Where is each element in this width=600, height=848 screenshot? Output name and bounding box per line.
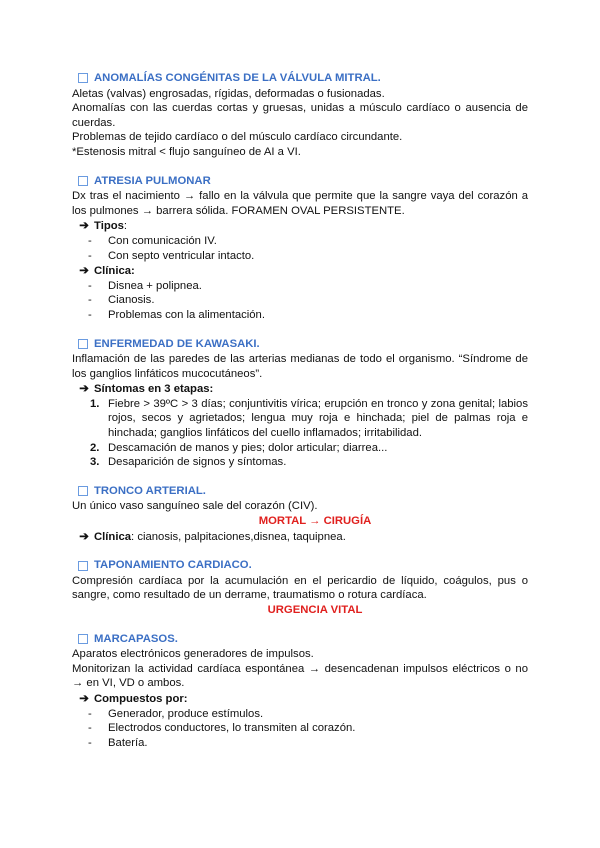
list-item: - Con septo ventricular intacto. xyxy=(88,249,255,262)
section-heading xyxy=(72,632,528,647)
bullet-label: Clínica: xyxy=(94,265,135,278)
dash-list xyxy=(72,279,528,323)
intro-paragraph: Dx tras el nacimiento → fallo en la válvula que permite que la sangre vaya del corazón a los pulmones → barrera sólida. FORAMEN OVAL PERSISTENTE. xyxy=(72,190,528,217)
heading-text: TRONCO ARTERIAL. xyxy=(94,484,206,497)
bullet-sintomas xyxy=(72,382,528,397)
section-valvula-mitral xyxy=(72,71,528,160)
bullet-text: : cianosis, palpitaciones,disnea, taquipnea. xyxy=(131,530,346,543)
section-heading xyxy=(72,174,528,189)
numbered-list xyxy=(72,397,528,470)
alert-text: MORTAL → CIRUGÍA xyxy=(258,515,372,528)
list-item: 1. Fiebre > 39ºC > 3 días; conjuntivitis vírica; erupción en tronco y zona genital; labios rojos, secos y agrietados; lengua muy roja e hinchada; piel de palmas roja e hinchada; ganglios linfáticos del cuello inflamados; irritabilidad. xyxy=(90,397,528,440)
dash-list xyxy=(72,707,528,751)
list-item: - Con comunicación IV. xyxy=(88,234,217,247)
checkbox-icon[interactable] xyxy=(78,486,88,496)
list-item: - Cianosis. xyxy=(88,294,155,307)
arrow-icon: ➔ xyxy=(79,692,89,705)
list-item: - Problemas con la alimentación. xyxy=(88,308,265,321)
list-item: - Electrodos conductores, lo transmiten al corazón. xyxy=(88,722,356,735)
intro-paragraph: Un único vaso sanguíneo sale del corazón (CIV). xyxy=(72,500,318,513)
section-heading xyxy=(72,71,528,86)
checkbox-icon[interactable] xyxy=(78,634,88,644)
section-atresia-pulmonar xyxy=(72,174,528,323)
list-item: - Generador, produce estímulos. xyxy=(88,707,264,720)
checkbox-icon[interactable] xyxy=(78,561,88,571)
alert-text: URGENCIA VITAL xyxy=(267,604,363,616)
section-tronco-arterial xyxy=(72,484,528,544)
section-heading xyxy=(72,337,528,352)
arrow-icon: ➔ xyxy=(79,530,89,543)
text-line: Monitorizan la actividad cardíaca espontánea → desencadenan impulsos eléctricos o no → en VI, VD o ambos. xyxy=(72,662,528,690)
bullet-compuestos xyxy=(72,692,528,707)
text-line: Aparatos electrónicos generadores de impulsos. xyxy=(72,648,314,661)
checkbox-icon[interactable] xyxy=(78,339,88,349)
heading-text: ENFERMEDAD DE KAWASAKI. xyxy=(94,337,260,350)
heading-text: MARCAPASOS. xyxy=(94,632,178,645)
bullet-clinica xyxy=(72,264,528,279)
list-item: - Disnea + polipnea. xyxy=(88,279,202,292)
bullet-clinica xyxy=(72,530,528,545)
list-item: 3. Desaparición de signos y síntomas. xyxy=(90,456,287,469)
section-marcapasos xyxy=(72,632,528,751)
checkbox-icon[interactable] xyxy=(78,73,88,83)
text-line: Aletas (valvas) engrosadas, rígidas, deformadas o fusionadas. xyxy=(72,87,385,100)
list-item: 2. Descamación de manos y pies; dolor articular; diarrea... xyxy=(90,441,388,454)
arrow-icon: ➔ xyxy=(79,220,89,233)
arrow-icon: ➔ xyxy=(79,383,89,396)
heading-text: ANOMALÍAS CONGÉNITAS DE LA VÁLVULA MITRAL. xyxy=(94,72,381,84)
section-taponamiento xyxy=(72,558,528,617)
checkbox-icon[interactable] xyxy=(78,176,88,186)
arrow-icon: ➔ xyxy=(79,265,89,278)
list-item: - Batería. xyxy=(88,736,148,749)
intro-paragraph: Compresión cardíaca por la acumulación en el pericardio de líquido, coágulos, pus o sangre, como resultado de un derrame, traumatismo o rotura cardíaca. xyxy=(72,574,528,602)
bullet-label: Clínica xyxy=(94,530,132,543)
section-heading xyxy=(72,484,528,499)
heading-text: TAPONAMIENTO CARDIACO. xyxy=(94,559,252,572)
section-kawasaki xyxy=(72,337,528,470)
section-heading xyxy=(72,558,528,573)
intro-paragraph: Inflamación de las paredes de las arterias medianas de todo el organismo. “Síndrome de los ganglios linfáticos mucocutáneos”. xyxy=(72,353,528,380)
bullet-tipos: ➔ Tipos : xyxy=(72,219,528,234)
text-line: Anomalías con las cuerdas cortas y gruesas, unidas a músculo cardíaco o ausencia de cuerdas. xyxy=(72,102,528,129)
text-line: Problemas de tejido cardíaco o del músculo cardíaco circundante. xyxy=(72,131,403,144)
bullet-label: Síntomas en 3 etapas: xyxy=(94,383,214,396)
document-page xyxy=(72,71,528,764)
dash-list xyxy=(72,234,528,263)
heading-text: ATRESIA PULMONAR xyxy=(94,174,211,187)
text-line: *Estenosis mitral < flujo sanguíneo de AI a VI. xyxy=(72,145,301,158)
bullet-label: Compuestos por: xyxy=(94,692,188,705)
bullet-label: Tipos xyxy=(94,220,124,233)
